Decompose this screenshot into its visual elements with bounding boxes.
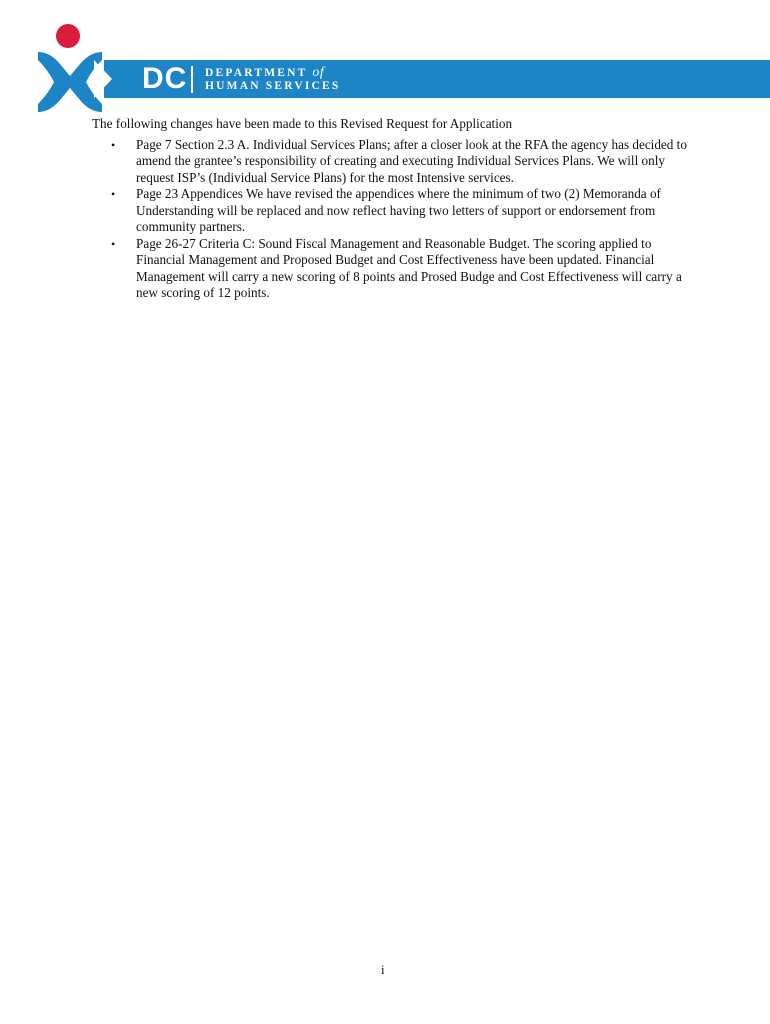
bullet-icon: • <box>111 236 116 251</box>
department-name-line2: HUMAN SERVICES <box>205 80 341 92</box>
list-item-text: Page 23 Appendices We have revised the appendices where the minimum of two (2) Memoranda of Understanding will be replaced and now reflect having two letters of support or endorsement from community partners. <box>136 186 661 234</box>
department-name-line1 <box>205 65 324 81</box>
page-number: i <box>381 962 385 977</box>
list-item <box>92 236 692 302</box>
bullet-icon: • <box>111 137 116 152</box>
header-banner <box>104 60 770 98</box>
list-item <box>92 186 692 236</box>
list-item <box>92 137 692 187</box>
document-body <box>92 116 692 302</box>
department-of-word: of <box>312 65 325 80</box>
header <box>0 0 770 120</box>
bullet-icon: • <box>111 187 116 201</box>
list-item-text: Page 7 Section 2.3 A. Individual Services Plans; after a closer look at the RFA the agency has decided to amend the grantee’s responsibility of creating and executing Individual Services Plans. We will only request ISP’s (Individual Service Plans) for the most Intensive services. <box>136 136 687 185</box>
banner-notch <box>94 60 112 98</box>
logo-divider <box>191 66 193 93</box>
list-item-text: Page 26-27 Criteria C: Sound Fiscal Management and Reasonable Budget. The scoring applied to Financial Management and Proposed Budget and Cost Effectiveness have been updated. Financial Management will carry a new scoring of 8 points and Prosed Budge and Cost Effectiveness will carry a new scoring of 12 points. <box>136 235 682 300</box>
logo-abbreviation: DC <box>142 62 188 95</box>
intro-paragraph: The following changes have been made to this Revised Request for Application <box>92 116 513 131</box>
changes-list <box>92 137 692 302</box>
department-word: DEPARTMENT <box>205 67 308 79</box>
